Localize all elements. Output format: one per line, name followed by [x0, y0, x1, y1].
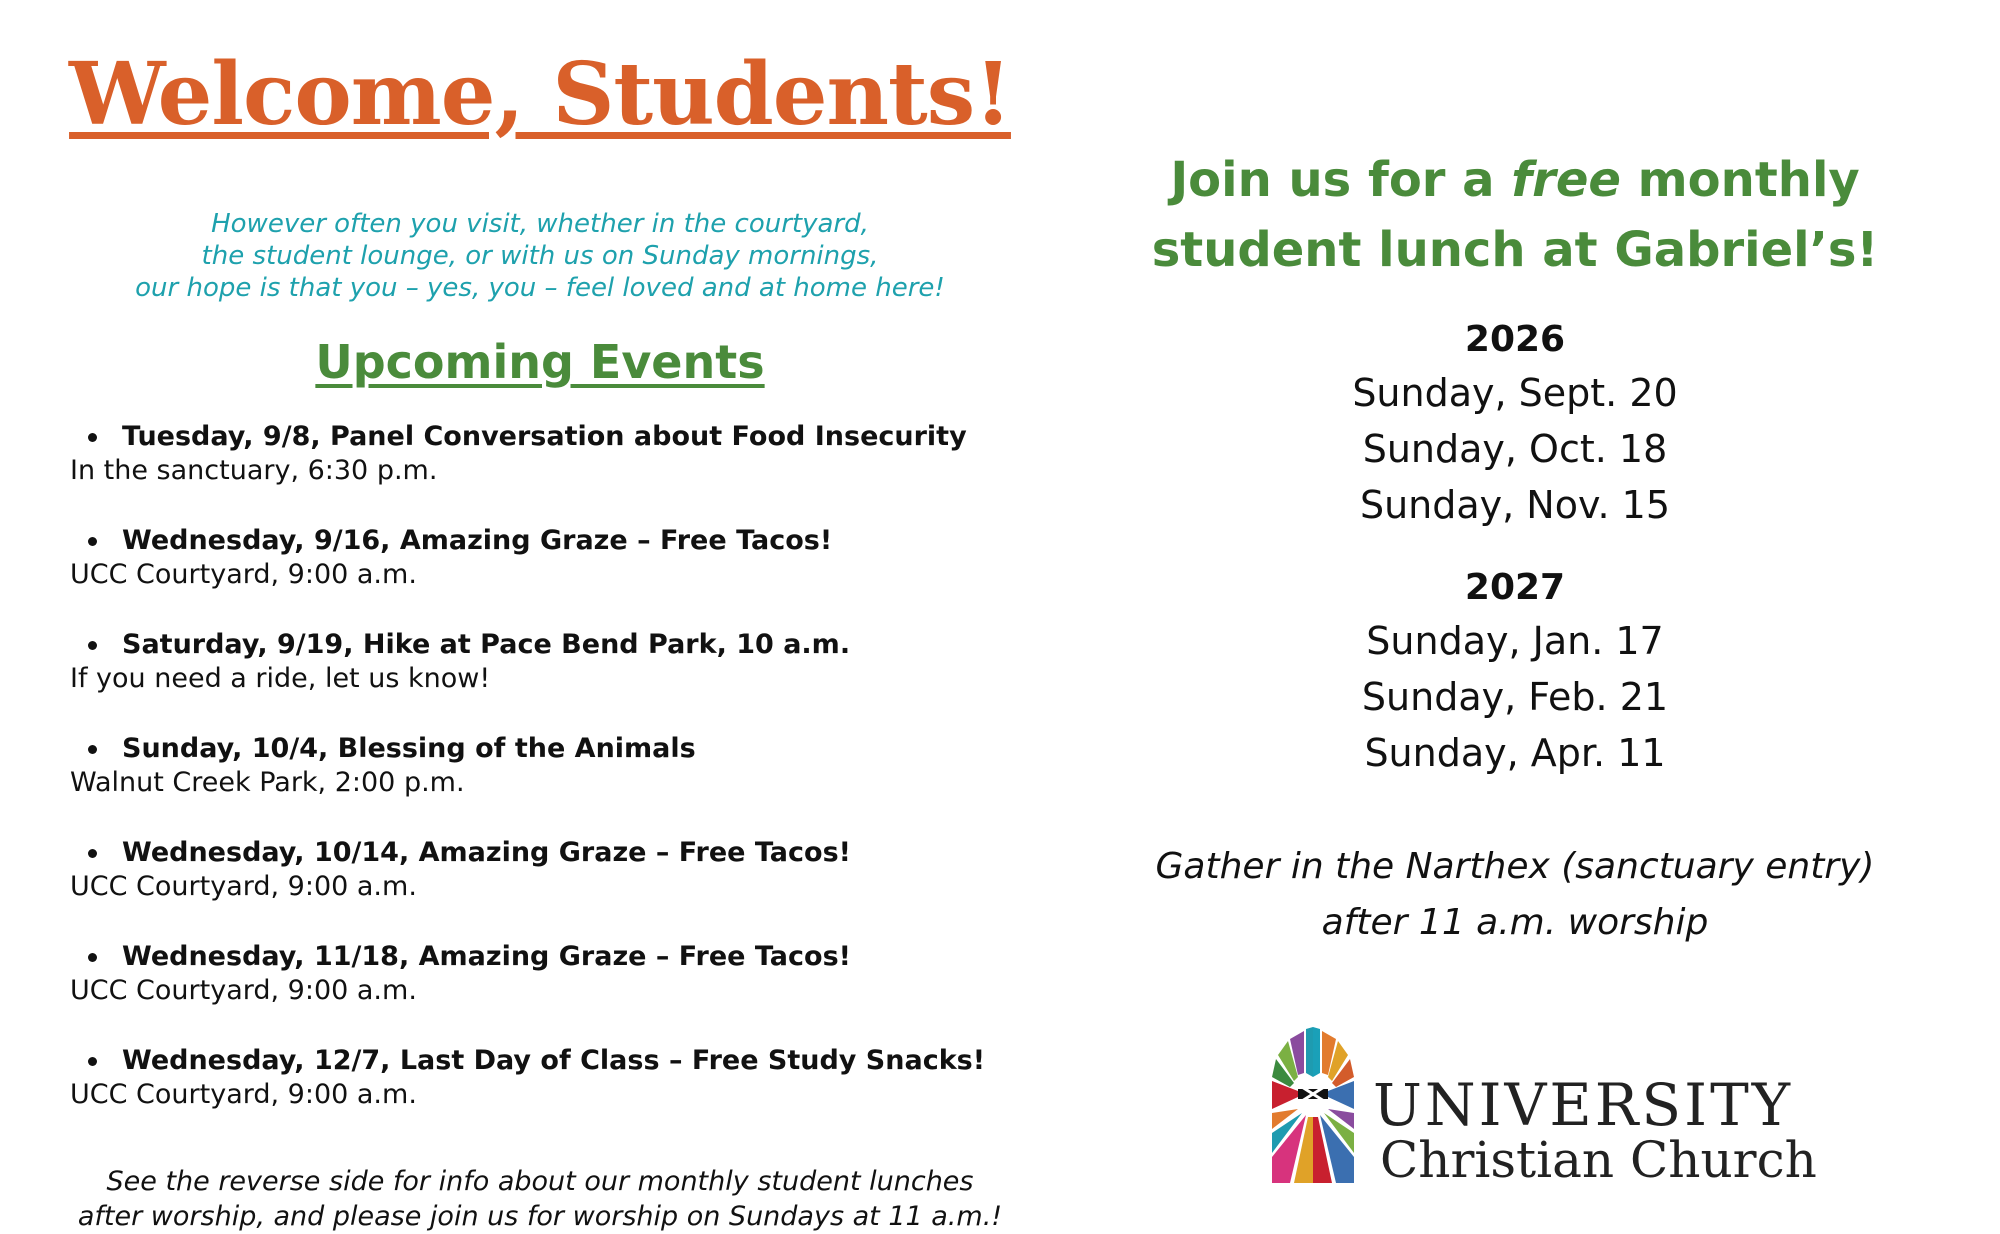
date-list	[1120, 365, 1910, 533]
lunch-date: Sunday, Apr. 11	[1364, 731, 1666, 775]
event-detail: UCC Courtyard, 9:00 a.m.	[70, 975, 417, 1006]
bullet-icon	[88, 1057, 97, 1066]
left-column	[60, 40, 1020, 1234]
intro-line: our hope is that you – yes, you – feel loved and at home here!	[135, 273, 945, 303]
event-title: Wednesday, 9/16, Amazing Graze – Free Tacos!	[122, 525, 833, 556]
footnote-line: after worship, and please join us for worship on Sundays at 11 a.m.!	[77, 1201, 1003, 1232]
welcome-title: Welcome, Students!	[69, 44, 1011, 145]
event-item	[70, 732, 1020, 836]
bullet-icon	[88, 849, 97, 858]
lunch-heading-pre: Join us for a	[1170, 152, 1512, 208]
event-detail: UCC Courtyard, 9:00 a.m.	[70, 871, 417, 902]
gather-note	[1120, 839, 1910, 951]
upcoming-events-heading: Upcoming Events	[315, 335, 765, 389]
lunch-heading	[1120, 145, 1910, 285]
event-title: Saturday, 9/19, Hike at Pace Bend Park, 10 a.m.	[122, 629, 851, 660]
event-detail: UCC Courtyard, 9:00 a.m.	[70, 559, 417, 590]
lunch-heading-free: free	[1511, 152, 1621, 208]
intro-text	[60, 208, 1020, 304]
gather-line: after 11 a.m. worship	[1321, 902, 1709, 943]
events-list	[70, 420, 1020, 1148]
intro-line: the student lounge, or with us on Sunday mornings,	[201, 241, 879, 271]
logo-line2: Christian Church	[1380, 1131, 1817, 1189]
bullet-icon	[88, 953, 97, 962]
lunch-year-block	[1120, 315, 1910, 533]
event-detail: Walnut Creek Park, 2:00 p.m.	[70, 767, 465, 798]
footnote	[60, 1164, 1020, 1234]
event-title: Tuesday, 9/8, Panel Conversation about Food Insecurity	[122, 421, 967, 452]
event-item	[70, 836, 1020, 940]
date-list	[1120, 613, 1910, 781]
event-item	[70, 940, 1020, 1044]
footnote-line: See the reverse side for info about our monthly student lunches	[106, 1166, 974, 1197]
logo-line1: UNIVERSITY	[1373, 1071, 1794, 1139]
year-label: 2026	[1464, 319, 1566, 360]
lunch-heading-line2: student lunch at Gabriel’s!	[1151, 222, 1879, 278]
event-detail: In the sanctuary, 6:30 p.m.	[70, 455, 438, 486]
intro-line: However often you visit, whether in the courtyard,	[211, 209, 869, 239]
event-item	[70, 420, 1020, 524]
bullet-icon	[88, 641, 97, 650]
event-title: Wednesday, 11/18, Amazing Graze – Free Tacos!	[122, 941, 851, 972]
lunch-date: Sunday, Oct. 18	[1362, 427, 1668, 471]
event-item	[70, 1044, 1020, 1148]
event-item	[70, 628, 1020, 732]
event-title: Wednesday, 10/14, Amazing Graze – Free Tacos!	[122, 837, 851, 868]
lunch-heading-post: monthly	[1620, 152, 1860, 208]
event-detail: UCC Courtyard, 9:00 a.m.	[70, 1079, 417, 1110]
event-title: Wednesday, 12/7, Last Day of Class – Free Study Snacks!	[122, 1045, 986, 1076]
church-logo	[1268, 1025, 1817, 1189]
lunch-date: Sunday, Nov. 15	[1359, 483, 1671, 527]
event-detail: If you need a ride, let us know!	[70, 663, 491, 694]
lunch-date: Sunday, Feb. 21	[1361, 675, 1669, 719]
lunch-year-block	[1120, 563, 1910, 781]
lunch-date: Sunday, Sept. 20	[1352, 371, 1678, 415]
year-label: 2027	[1464, 567, 1566, 608]
gather-line: Gather in the Narthex (sanctuary entry)	[1155, 846, 1875, 887]
bullet-icon	[88, 745, 97, 754]
event-title: Sunday, 10/4, Blessing of the Animals	[122, 733, 696, 764]
bullet-icon	[88, 537, 97, 546]
right-column	[1120, 145, 1910, 951]
lunch-date: Sunday, Jan. 17	[1366, 619, 1664, 663]
bullet-icon	[88, 433, 97, 442]
event-item	[70, 524, 1020, 628]
stained-glass-window-icon	[1268, 1025, 1358, 1185]
